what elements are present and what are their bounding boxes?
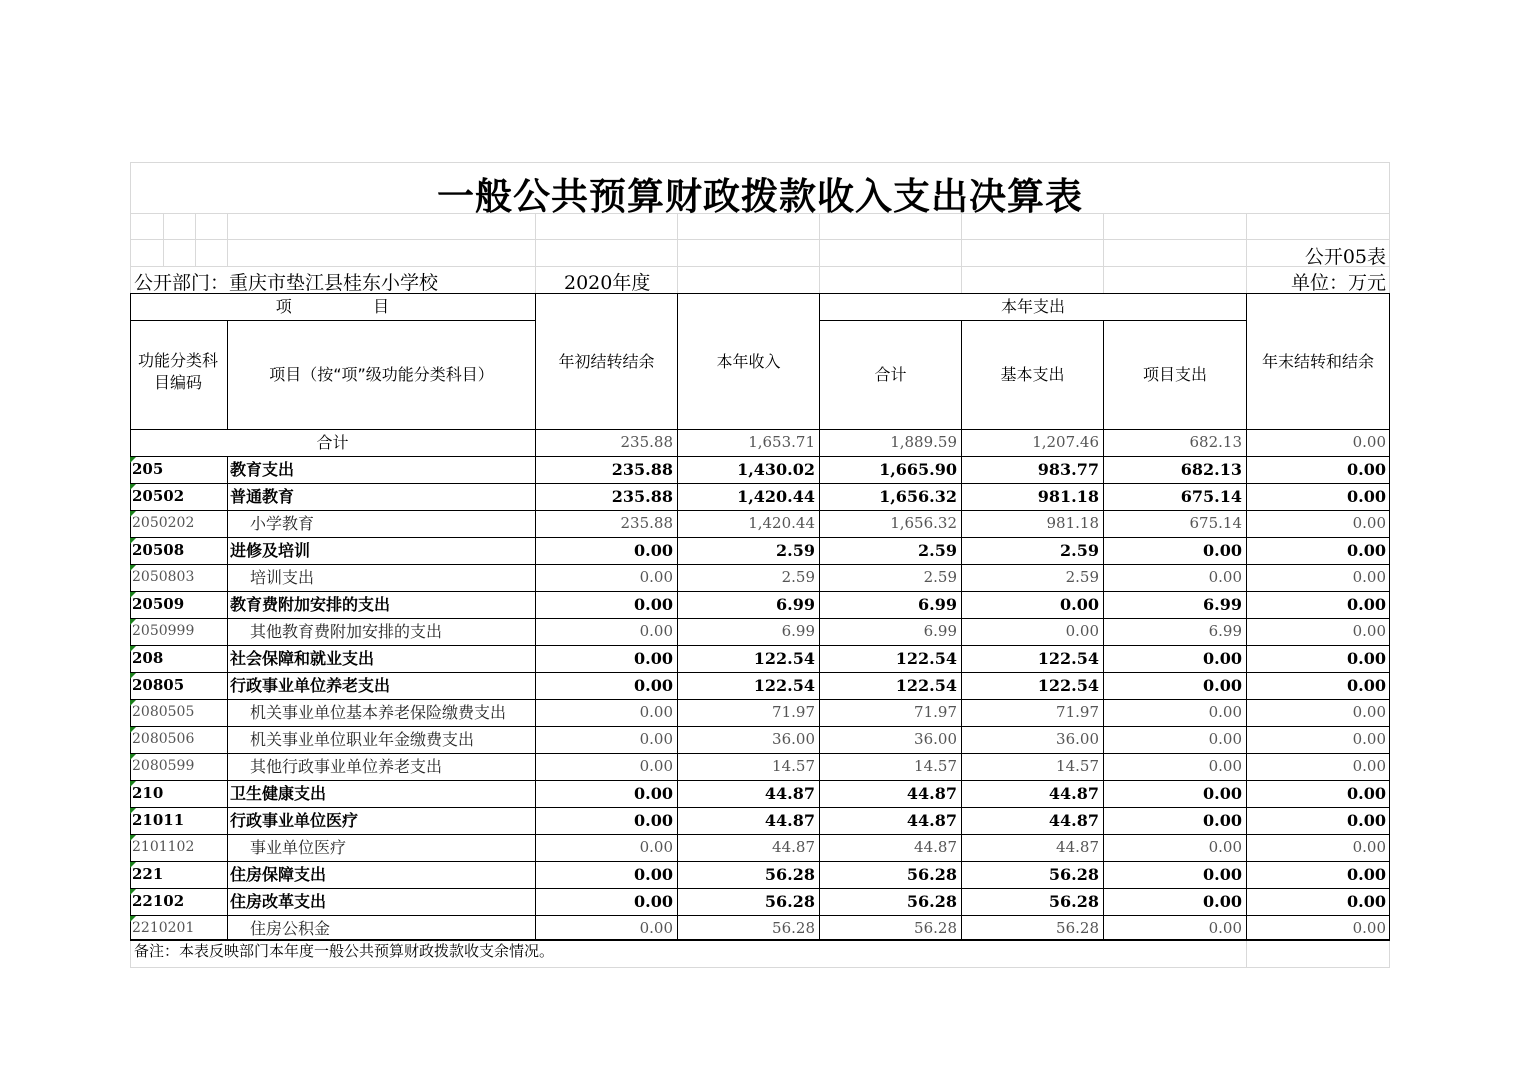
unit-label: 单位：万元 (1290, 272, 1386, 294)
row-opening-balance: 0.00 (639, 919, 673, 937)
row-expense-total: 2.59 (918, 541, 957, 560)
row-code: 210 (132, 784, 164, 802)
row-expense-total: 122.54 (895, 649, 957, 668)
row-name: 卫生健康支出 (230, 784, 327, 803)
row-opening-balance: 0.00 (639, 757, 673, 775)
row-opening-balance: 0.00 (639, 703, 673, 721)
row-closing-balance: 0.00 (1352, 622, 1386, 640)
header-basic-expense: 基本支出 (1000, 364, 1065, 384)
row-opening-balance: 0.00 (639, 838, 673, 856)
row-closing-balance: 0.00 (1352, 703, 1386, 721)
row-opening-balance: 235.88 (611, 487, 673, 506)
row-income: 56.28 (772, 919, 815, 937)
header-code: 功能分类科目编码 (138, 351, 219, 392)
row-project-expense: 675.14 (1180, 487, 1242, 506)
header-closing-balance: 年末结转和结余 (1261, 351, 1374, 371)
row-closing-balance: 0.00 (1352, 919, 1386, 937)
row-income: 14.57 (772, 757, 815, 775)
row-name: 住房保障支出 (230, 865, 327, 884)
row-basic-expense: 0.00 (1065, 622, 1099, 640)
row-project-expense: 6.99 (1208, 622, 1242, 640)
row-income: 1,420.44 (737, 487, 815, 506)
row-code: 21011 (132, 811, 185, 829)
row-basic-expense: 44.87 (1056, 838, 1099, 856)
row-name: 社会保障和就业支出 (230, 649, 375, 668)
row-code: 2050803 (132, 569, 195, 585)
row-expense-total: 2.59 (923, 568, 957, 586)
row-expense-total: 1,656.32 (890, 514, 957, 532)
row-project-expense: 0.00 (1208, 919, 1242, 937)
row-project-expense: 0.00 (1208, 568, 1242, 586)
row-closing-balance: 0.00 (1347, 649, 1386, 668)
row-basic-expense: 44.87 (1048, 784, 1099, 803)
row-expense-total: 6.99 (923, 622, 957, 640)
row-name: 其他行政事业单位养老支出 (250, 757, 443, 776)
table-row (130, 834, 1390, 861)
row-basic-expense: 2.59 (1060, 541, 1099, 560)
row-project-expense: 0.00 (1208, 730, 1242, 748)
row-basic-expense: 14.57 (1056, 757, 1099, 775)
total-income: 1,653.71 (748, 433, 815, 451)
row-name: 普通教育 (230, 487, 295, 506)
spreadsheet (130, 162, 1390, 967)
total-label: 合计 (316, 433, 349, 452)
row-code: 205 (132, 460, 164, 478)
row-basic-expense: 71.97 (1056, 703, 1099, 721)
row-name: 机关事业单位职业年金缴费支出 (250, 730, 475, 749)
row-basic-expense: 44.87 (1048, 811, 1099, 830)
row-basic-expense: 0.00 (1060, 595, 1099, 614)
row-closing-balance: 0.00 (1352, 514, 1386, 532)
row-project-expense: 0.00 (1203, 865, 1242, 884)
table-row (130, 645, 1390, 672)
row-income: 1,430.02 (737, 460, 815, 479)
row-income: 2.59 (781, 568, 815, 586)
row-closing-balance: 0.00 (1347, 865, 1386, 884)
row-basic-expense: 56.28 (1056, 919, 1099, 937)
total-row (130, 429, 1390, 456)
total-closing-balance: 0.00 (1352, 433, 1386, 451)
row-project-expense: 0.00 (1203, 784, 1242, 803)
row-closing-balance: 0.00 (1347, 595, 1386, 614)
row-expense-total: 1,665.90 (879, 460, 957, 479)
row-name: 事业单位医疗 (250, 838, 347, 857)
header-opening-balance: 年初结转结余 (558, 351, 655, 371)
table-row (130, 807, 1390, 834)
row-expense-total: 56.28 (906, 892, 957, 911)
row-basic-expense: 981.18 (1037, 487, 1099, 506)
row-opening-balance: 0.00 (639, 568, 673, 586)
row-closing-balance: 0.00 (1347, 541, 1386, 560)
row-name: 进修及培训 (230, 541, 311, 560)
row-opening-balance: 235.88 (620, 514, 673, 532)
row-closing-balance: 0.00 (1347, 784, 1386, 803)
row-name: 其他教育费附加安排的支出 (250, 622, 443, 641)
row-expense-total: 122.54 (895, 676, 957, 695)
table-row (130, 888, 1390, 915)
row-basic-expense: 983.77 (1037, 460, 1099, 479)
row-code: 2080505 (132, 704, 195, 720)
row-name: 培训支出 (250, 568, 315, 587)
row-project-expense: 0.00 (1203, 676, 1242, 695)
row-code: 208 (132, 649, 164, 667)
row-income: 56.28 (764, 892, 815, 911)
row-expense-total: 36.00 (914, 730, 957, 748)
row-closing-balance: 0.00 (1347, 460, 1386, 479)
row-name: 教育支出 (230, 460, 295, 479)
row-name: 机关事业单位基本养老保险缴费支出 (250, 703, 507, 722)
row-closing-balance: 0.00 (1347, 676, 1386, 695)
row-expense-total: 56.28 (914, 919, 957, 937)
table-row (130, 483, 1390, 510)
department-label: 公开部门：重庆市垫江县桂东小学校 (134, 272, 439, 294)
row-code: 221 (132, 865, 164, 883)
row-code: 20805 (132, 676, 185, 694)
header-project-expense: 项目支出 (1142, 364, 1207, 384)
row-name: 住房公积金 (250, 919, 331, 938)
row-expense-total: 6.99 (918, 595, 957, 614)
row-code: 2101102 (132, 839, 195, 855)
table-row (130, 753, 1390, 780)
row-expense-total: 56.28 (906, 865, 957, 884)
row-code: 20508 (132, 541, 185, 559)
row-expense-total: 44.87 (906, 784, 957, 803)
row-name: 住房改革支出 (230, 892, 327, 911)
row-code: 2050999 (132, 623, 195, 639)
row-income: 122.54 (753, 676, 815, 695)
row-opening-balance: 0.00 (634, 865, 673, 884)
row-code: 20509 (132, 595, 185, 613)
table-row (130, 456, 1390, 483)
row-opening-balance: 0.00 (634, 784, 673, 803)
row-project-expense: 0.00 (1208, 838, 1242, 856)
row-opening-balance: 0.00 (634, 892, 673, 911)
row-expense-total: 1,656.32 (879, 487, 957, 506)
row-code: 2080599 (132, 758, 195, 774)
row-income: 44.87 (772, 838, 815, 856)
row-project-expense: 0.00 (1203, 649, 1242, 668)
row-expense-total: 14.57 (914, 757, 957, 775)
row-income: 6.99 (776, 595, 815, 614)
header-item: 项目（按“项”级功能分类科目） (269, 364, 494, 384)
row-basic-expense: 56.28 (1048, 865, 1099, 884)
row-income: 36.00 (772, 730, 815, 748)
footnote: 备注：本表反映部门本年度一般公共预算财政拨款收支余情况。 (134, 942, 555, 960)
row-project-expense: 0.00 (1203, 811, 1242, 830)
row-expense-total: 71.97 (914, 703, 957, 721)
fiscal-year: 2020年度 (564, 272, 651, 294)
row-closing-balance: 0.00 (1352, 757, 1386, 775)
row-project-expense: 0.00 (1203, 541, 1242, 560)
row-opening-balance: 0.00 (634, 811, 673, 830)
row-project-expense: 682.13 (1180, 460, 1242, 479)
page-title: 一般公共预算财政拨款收入支出决算表 (437, 175, 1083, 218)
row-income: 1,420.44 (748, 514, 815, 532)
table-row (130, 537, 1390, 564)
total-opening-balance: 235.88 (620, 433, 673, 451)
table-row (130, 672, 1390, 699)
row-income: 6.99 (781, 622, 815, 640)
table-row (130, 591, 1390, 618)
row-closing-balance: 0.00 (1352, 838, 1386, 856)
table-row (130, 780, 1390, 807)
total-project-expense: 682.13 (1189, 433, 1242, 451)
row-opening-balance: 235.88 (611, 460, 673, 479)
row-opening-balance: 0.00 (639, 730, 673, 748)
row-project-expense: 675.14 (1189, 514, 1242, 532)
row-code: 2210201 (132, 920, 195, 936)
table-row (130, 510, 1390, 537)
row-income: 44.87 (764, 784, 815, 803)
table-row (130, 915, 1390, 942)
row-name: 行政事业单位养老支出 (230, 676, 391, 695)
row-project-expense: 0.00 (1203, 892, 1242, 911)
row-project-expense: 6.99 (1203, 595, 1242, 614)
table-row (130, 618, 1390, 645)
total-basic-expense: 1,207.46 (1032, 433, 1099, 451)
row-income: 56.28 (764, 865, 815, 884)
row-code: 22102 (132, 892, 185, 910)
row-project-expense: 0.00 (1208, 757, 1242, 775)
row-opening-balance: 0.00 (634, 541, 673, 560)
table-number: 公开05表 (1304, 246, 1386, 268)
row-income: 44.87 (764, 811, 815, 830)
row-code: 20502 (132, 487, 185, 505)
row-name: 教育费附加安排的支出 (230, 595, 391, 614)
row-name: 小学教育 (250, 514, 315, 533)
row-closing-balance: 0.00 (1347, 892, 1386, 911)
row-closing-balance: 0.00 (1352, 730, 1386, 748)
table-row (130, 564, 1390, 591)
table-row (130, 861, 1390, 888)
row-income: 71.97 (772, 703, 815, 721)
row-opening-balance: 0.00 (634, 595, 673, 614)
table-row (130, 699, 1390, 726)
row-basic-expense: 56.28 (1048, 892, 1099, 911)
row-basic-expense: 2.59 (1065, 568, 1099, 586)
row-closing-balance: 0.00 (1347, 487, 1386, 506)
row-opening-balance: 0.00 (634, 676, 673, 695)
row-basic-expense: 122.54 (1037, 676, 1099, 695)
row-income: 122.54 (753, 649, 815, 668)
header-income: 本年收入 (716, 351, 781, 371)
header-expense-group: 本年支出 (1000, 296, 1065, 316)
total-expense: 1,889.59 (890, 433, 957, 451)
row-income: 2.59 (776, 541, 815, 560)
row-opening-balance: 0.00 (639, 622, 673, 640)
row-code: 2080506 (132, 731, 195, 747)
row-basic-expense: 122.54 (1037, 649, 1099, 668)
row-project-expense: 0.00 (1208, 703, 1242, 721)
row-closing-balance: 0.00 (1352, 568, 1386, 586)
row-basic-expense: 36.00 (1056, 730, 1099, 748)
table-row (130, 726, 1390, 753)
row-name: 行政事业单位医疗 (230, 811, 359, 830)
row-expense-total: 44.87 (914, 838, 957, 856)
row-closing-balance: 0.00 (1347, 811, 1386, 830)
header-expense-total: 合计 (874, 364, 907, 384)
row-expense-total: 44.87 (906, 811, 957, 830)
row-code: 2050202 (132, 515, 195, 531)
row-opening-balance: 0.00 (634, 649, 673, 668)
header-project-group: 项 目 (275, 296, 390, 316)
row-basic-expense: 981.18 (1046, 514, 1099, 532)
